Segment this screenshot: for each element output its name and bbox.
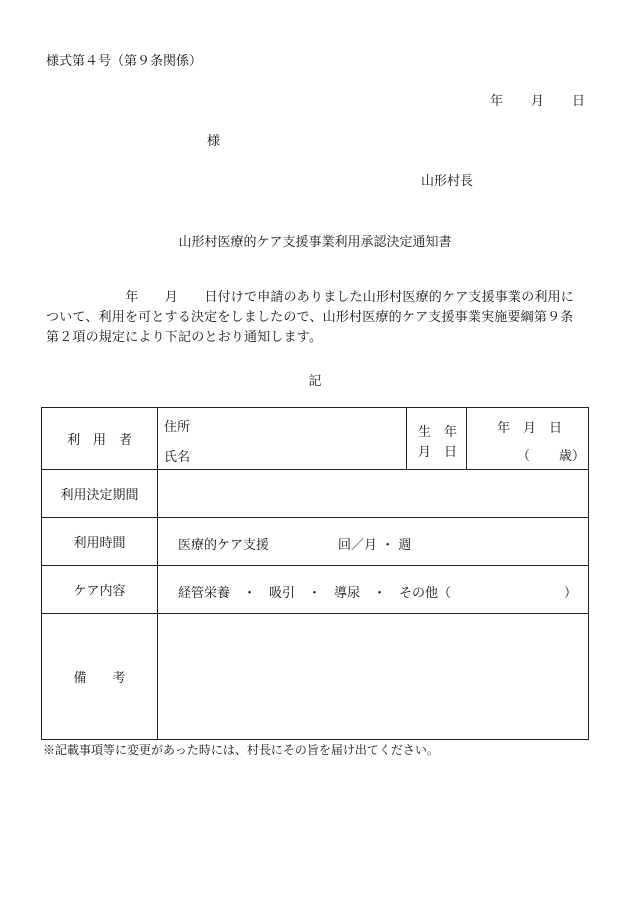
notice-paragraph: 年 月 日付けで申請のありました山形村医療的ケア支援事業の利用について、利用を可とする決定をしましたので、山形村医療的ケア支援事業実施要綱第９条第２項の規定により下記のとおり通知します。 xyxy=(46,290,575,345)
date-month: 月 xyxy=(531,94,545,109)
user-label: 利 用 者 xyxy=(66,433,132,448)
details-table xyxy=(41,407,589,740)
age-open: （ xyxy=(517,449,531,464)
table-row-period xyxy=(42,470,589,518)
date-year: 年 xyxy=(490,94,504,109)
age-close: 歳） xyxy=(559,449,586,464)
period-value-cell xyxy=(158,470,589,518)
period-label: 利用決定期間 xyxy=(60,488,139,503)
addressee: 様 xyxy=(207,134,221,149)
table-row-time xyxy=(42,518,589,566)
address-label: 住所 xyxy=(164,420,191,435)
birth-label-2: 月 日 xyxy=(418,445,458,460)
remarks-value-cell xyxy=(158,614,589,740)
remarks-label-cell xyxy=(42,614,158,740)
time-label: 利用時間 xyxy=(73,536,126,551)
user-label-cell xyxy=(42,408,158,470)
user-info-cell xyxy=(158,408,407,470)
name-label: 氏名 xyxy=(164,450,191,465)
time-unit: 回／月 ・ 週 xyxy=(338,537,412,553)
issuer: 山形村長 xyxy=(421,174,474,189)
time-value-cell xyxy=(158,518,589,566)
birth-date-cell xyxy=(467,408,589,470)
table-row-care xyxy=(42,566,589,614)
form-number: 様式第４号（第９条関係） xyxy=(46,54,203,69)
care-close: ） xyxy=(564,585,578,601)
care-label-cell xyxy=(42,566,158,614)
remarks-label: 備 考 xyxy=(73,671,126,686)
time-label-cell xyxy=(42,518,158,566)
birth-date: 年 月 日 xyxy=(497,421,563,436)
care-options: 経管栄養 ・ 吸引 ・ 導尿 ・ その他（ xyxy=(178,585,452,601)
birth-label-1: 生 年 xyxy=(418,425,458,440)
ki-heading: 記 xyxy=(308,374,322,389)
table-row-user xyxy=(42,408,589,470)
time-service: 医療的ケア支援 xyxy=(178,537,270,553)
date-day: 日 xyxy=(572,94,586,109)
document-title: 山形村医療的ケア支援事業利用承認決定通知書 xyxy=(178,235,452,250)
birth-label-cell xyxy=(407,408,467,470)
period-label-cell xyxy=(42,470,158,518)
table-row-remarks xyxy=(42,614,589,740)
care-value-cell xyxy=(158,566,589,614)
footnote: ※記載事項等に変更があった時には、村長にその旨を届け出てください。 xyxy=(43,743,439,757)
issue-date xyxy=(490,90,585,109)
care-label: ケア内容 xyxy=(73,584,126,599)
